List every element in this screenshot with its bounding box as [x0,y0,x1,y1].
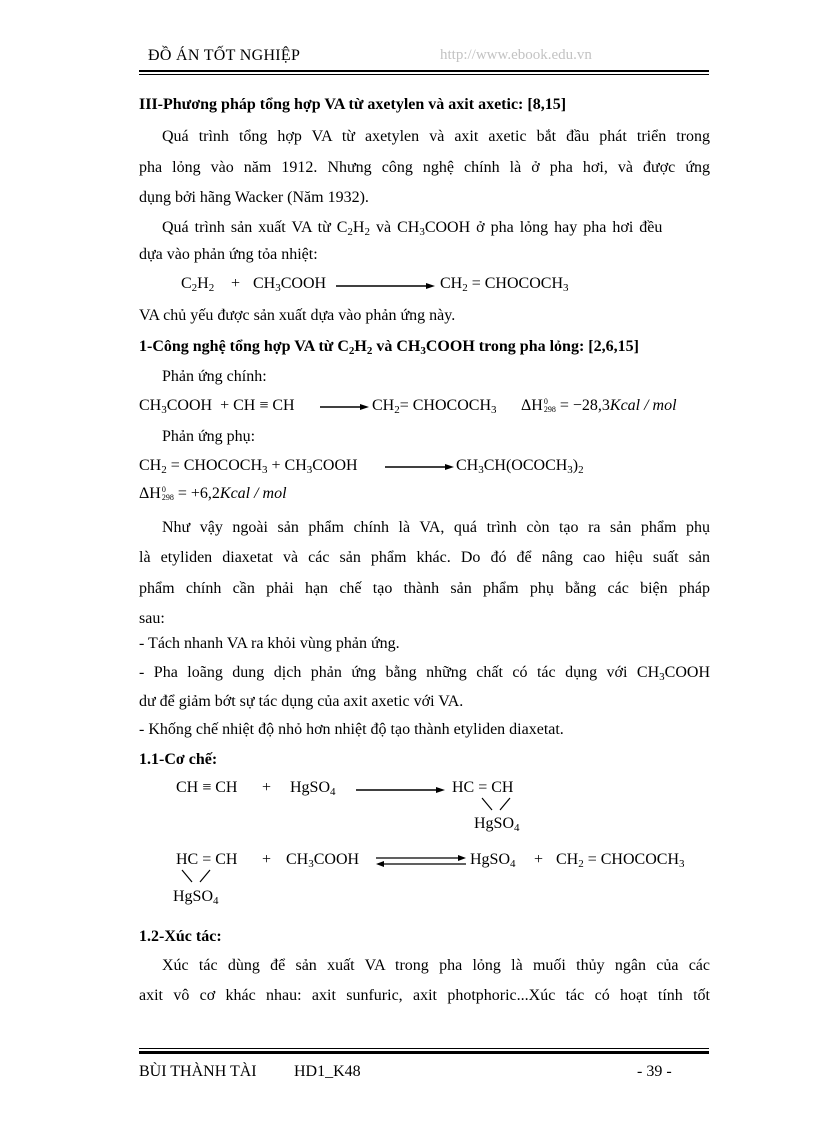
header-rule-thin [139,74,709,75]
mech-r1-arrow [356,788,446,796]
para3-line2: là etyliden diaxetat và các sản phẩm khác. Do đó để nâng cao hiệu suất sản [139,549,710,566]
side-reaction-label: Phản ứng phụ: [162,428,256,445]
para4-line1: Xúc tác dùng để sản xuất VA trong pha lỏng là muối thủy ngân của các [162,957,710,974]
mech-r2-equilibrium-arrow [376,854,468,870]
footer-class: HD1_K48 [294,1063,361,1080]
main-reaction-rhs: $CH_2=$ $CHOCOCH_3$ [372,397,497,416]
section-heading: III-Phương pháp tổng hợp VA từ axetylen và axit axetic: [8,15] [139,96,567,113]
side-reaction-arrow [385,465,455,473]
main-reaction-enthalpy: ΔH 0 298 = −28,3Kcal / mol [521,397,677,415]
mech-r1-reactant1: CH ≡ CH [176,779,238,796]
footer-page-number: - 39 - [637,1063,672,1080]
mech-r1-hgso4: HgSO$_4$ [474,815,520,834]
bullet-2-line1: - Pha loãng dung dịch phản ứng bằng những chất có tác dụng với $CH_3COOH$ [139,664,710,683]
header-title: ĐỒ ÁN TỐT NGHIỆP [148,47,301,64]
mech-r1-reactant2: HgSO$_4$ [290,779,336,798]
para3-line3: phẩm chính cần phải hạn chế tạo thành sản phẩm phụ bằng các biện pháp [139,580,710,597]
reaction-main-plus: + [231,275,241,292]
mech-r2-reactant1: HC = CH [176,851,238,868]
side-reaction-enthalpy: ΔH 0 298 = +6,2Kcal / mol [139,485,287,503]
para4-line2: axit vô cơ khác nhau: axit sunfuric, axit photphoric...Xúc tác có hoạt tính tốt [139,987,710,1004]
line-after-reaction: VA chủ yếu được sản xuất dựa vào phản ứng này. [139,307,456,324]
bullet-2-line2: dư để giảm bớt sự tác dụng của axit axetic với VA. [139,693,464,710]
para1-line2: pha lỏng vào năm 1912. Nhưng công nghệ chính là ở pha hơi, và được ứng [139,159,710,176]
reaction-main-product: $CH_2$ = $CHOCOCH_3$ [440,275,569,294]
mech-r2-product2: $CH_2$ = $CHOCOCH_3$ [556,851,685,870]
mech-r2-reactant2: $CH_3COOH$ [286,851,360,870]
heading-mechanism: 1.1-Cơ chế: [139,751,218,768]
para3-line4: sau: [139,610,165,627]
mech-r2-bonds [180,868,220,888]
para1-line3: dụng bởi hãng Wacker (Năm 1932). [139,189,369,206]
para1-line1: Quá trình tổng hợp VA từ axetylen và axit axetic bắt đầu phát triển trong [162,128,710,145]
footer-rule-thin [139,1048,709,1049]
para3-line1: Như vậy ngoài sản phẩm chính là VA, quá trình còn tạo ra sản phẩm phụ [162,519,710,536]
mech-r2-hgso4: HgSO$_4$ [173,888,219,907]
reaction-main-reactant1: $C_2H_2$ [181,275,215,294]
footer-rule-thick [139,1051,709,1054]
main-reaction-arrow [320,405,370,413]
header-rule-thick [139,70,709,72]
footer-author: BÙI THÀNH TÀI [139,1063,257,1080]
reaction-main-reactant2: $CH_3COOH$ [253,275,327,294]
mech-r1-product: HC = CH [452,779,514,796]
heading-catalyst: 1.2-Xúc tác: [139,928,222,945]
mech-r1-plus: + [262,779,272,796]
bullet-3: - Khống chế nhiệt độ nhỏ hơn nhiệt độ tạo thành etyliden diaxetat. [139,721,564,738]
side-reaction-rhs: $CH_3CH(OCOCH_3)_2$ [456,457,584,476]
main-reaction-label: Phản ứng chính: [162,368,267,385]
mech-r2-plus: + [262,851,272,868]
para2-line1: Quá trình sản xuất VA từ $C_2H_2$ và $CH_3COOH$ ở pha lỏng hay pha hơi đều [162,219,663,238]
mech-r1-bonds [480,796,520,816]
mech-r2-product1: HgSO$_4$ [470,851,516,870]
header-url: http://www.ebook.edu.vn [440,47,592,63]
side-reaction-lhs: $CH_2$ = $CHOCOCH_3$ + $CH_3COOH$ [139,457,358,476]
mech-r2-plus2: + [534,851,544,868]
para2-line2: dựa vào phản ứng tỏa nhiệt: [139,246,318,263]
heading-liquid-phase: 1-Công nghệ tổng hợp VA từ $C_2H_2$ và $CH_3COOH$ trong pha lỏng: [2,6,15] [139,338,639,357]
bullet-1: - Tách nhanh VA ra khỏi vùng phản ứng. [139,635,400,652]
reaction-main-arrow [336,284,436,292]
main-reaction-lhs: $CH_3COOH$ + CH ≡ CH [139,397,295,416]
